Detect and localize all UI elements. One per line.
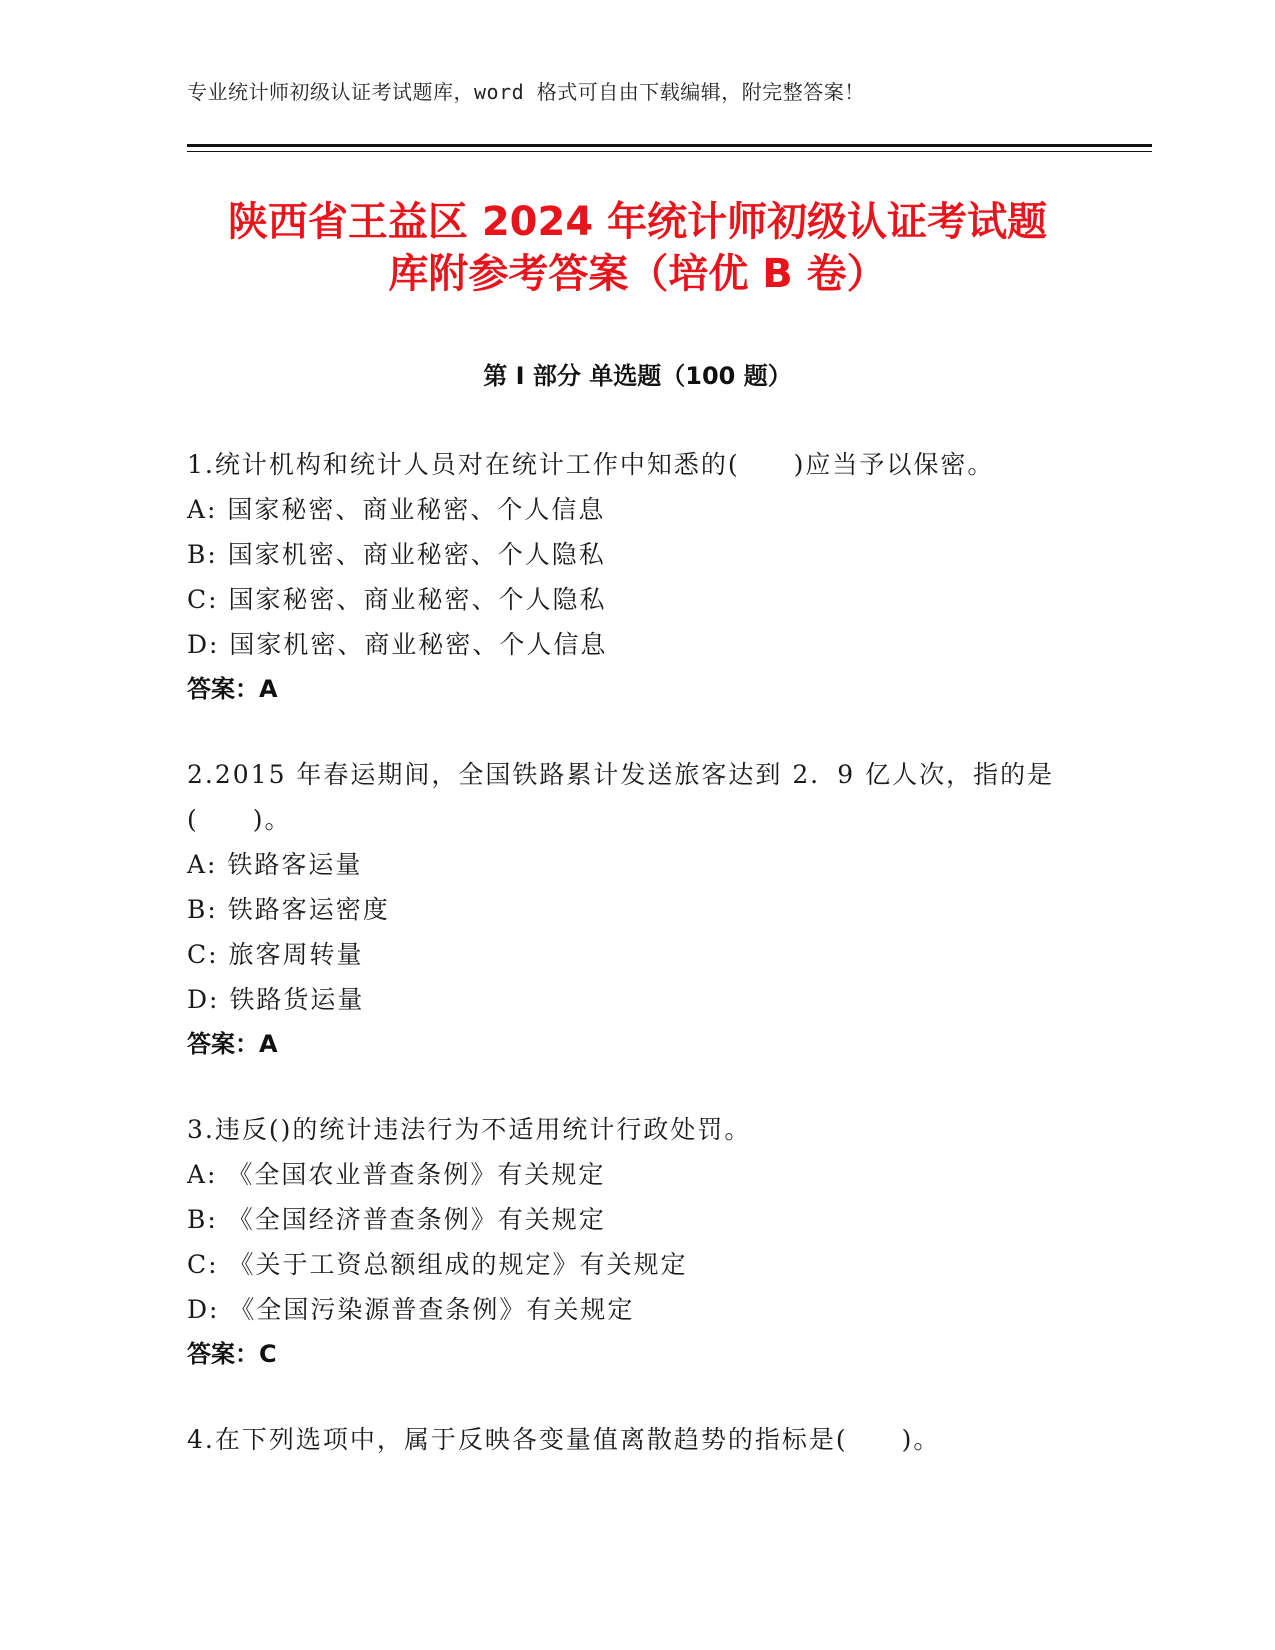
option-d: D: 国家机密、商业秘密、个人信息 [187, 630, 608, 659]
document-title [150, 196, 1125, 300]
answer-label: 答案：C [187, 1340, 277, 1368]
option-c: C: 旅客周转量 [187, 940, 364, 969]
option-b: B: 国家机密、商业秘密、个人隐私 [187, 540, 606, 569]
question-stem: 1.统计机构和统计人员对在统计工作中知悉的( )应当予以保密。 [187, 450, 995, 479]
question-stem: 3.违反()的统计违法行为不适用统计行政处罚。 [187, 1115, 752, 1144]
question-list [187, 442, 1117, 1502]
option-d: D: 《全国污染源普查条例》有关规定 [187, 1295, 635, 1324]
document-title-line-2: 库附参考答案（培优 B 卷） [388, 251, 887, 297]
option-b: B: 《全国经济普查条例》有关规定 [187, 1205, 606, 1234]
question-2 [187, 752, 1117, 1067]
option-b: B: 铁路客运密度 [187, 895, 390, 924]
answer-label: 答案：A [187, 675, 278, 703]
question-stem: 2.2015 年春运期间，全国铁路累计发送旅客达到 2．9 亿人次，指的是( )。 [187, 760, 1055, 834]
document-title-line-1: 陕西省王益区 2024 年统计师初级认证考试题 [227, 199, 1048, 245]
option-c: C: 《关于工资总额组成的规定》有关规定 [187, 1250, 688, 1279]
question-4 [187, 1417, 1117, 1462]
section-title: 第 I 部分 单选题（100 题） [483, 362, 792, 390]
option-c: C: 国家秘密、商业秘密、个人隐私 [187, 585, 607, 614]
header-note: 专业统计师初级认证考试题库，word 格式可自由下载编辑，附完整答案！ [187, 80, 865, 104]
option-a: A: 国家秘密、商业秘密、个人信息 [187, 495, 606, 524]
option-a: A: 《全国农业普查条例》有关规定 [187, 1160, 606, 1189]
option-a: A: 铁路客运量 [187, 850, 363, 879]
header-divider-thick [187, 144, 1152, 147]
header-divider-thin [187, 151, 1152, 152]
question-stem: 4.在下列选项中，属于反映各变量值离散趋势的指标是( )。 [187, 1425, 941, 1454]
question-3 [187, 1107, 1117, 1377]
answer-label: 答案：A [187, 1030, 278, 1058]
option-d: D: 铁路货运量 [187, 985, 365, 1014]
question-1 [187, 442, 1117, 712]
